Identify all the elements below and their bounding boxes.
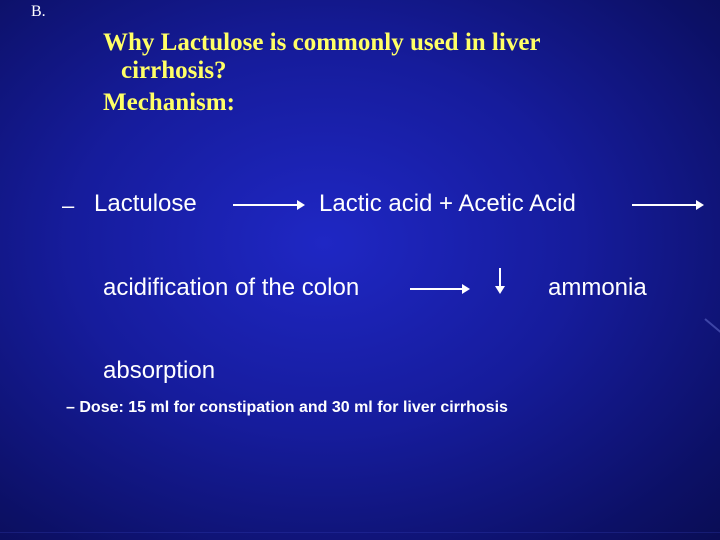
arrow-right-icon [410,288,468,290]
dose-dash: – [66,399,75,416]
title-line-2: cirrhosis? [121,57,227,84]
slide-subtitle: Mechanism: [103,89,235,116]
absorption-text: absorption [103,357,216,384]
bullet-dash: – [62,193,75,218]
arrow-right-icon [233,204,303,206]
title-line-1: Why Lactulose is commonly used in liver [103,29,541,56]
ammonia-text: ammonia [548,274,647,301]
dose-line [66,399,508,417]
lactulose-text: Lactulose [94,190,197,217]
arrow-down-icon [499,268,501,290]
dose-text: Dose: 15 ml for constipation and 30 ml for liver cirrhosis [79,399,508,416]
acids-text: Lactic acid + Acetic Acid [319,190,576,217]
decorative-streak [0,532,720,533]
decorative-streak [704,318,720,339]
acidification-text: acidification of the colon [103,274,360,301]
slide-title [103,29,663,85]
arrow-right-icon [632,204,702,206]
slide-label: B. [31,3,46,20]
